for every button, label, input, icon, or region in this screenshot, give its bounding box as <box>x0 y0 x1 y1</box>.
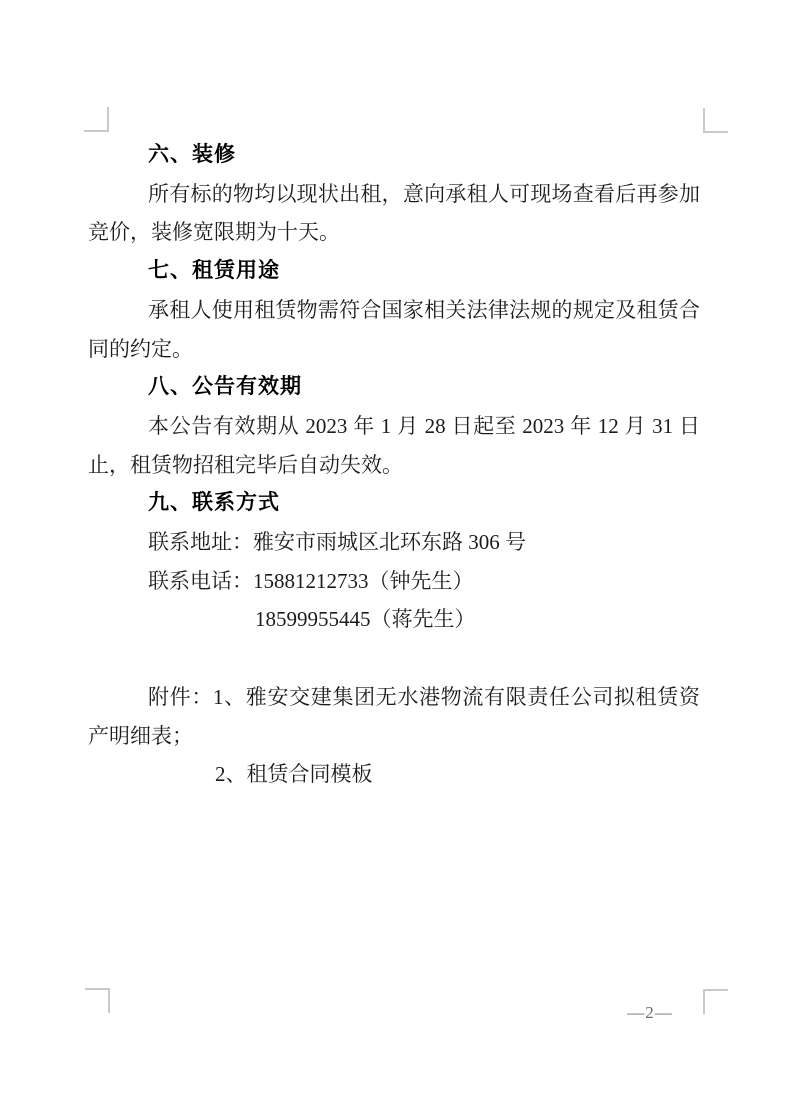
blank-line <box>88 639 700 678</box>
contact-phone-line-2: 18599955445（蒋先生） <box>255 607 476 632</box>
paragraph-line: 竞价，装修宽限期为十天。 <box>88 220 340 245</box>
attachment-line-2: 2、租赁合同模板 <box>215 762 373 787</box>
crop-mark-top-right-icon <box>703 108 728 133</box>
paragraph-line: 止，租赁物招租完毕后自动失效。 <box>88 452 403 477</box>
paragraph-line: 承租人使用租赁物需符合国家相关法律法规的规定及租赁合 <box>148 297 700 322</box>
page-number: —2— <box>627 1003 673 1022</box>
document-body <box>88 136 700 794</box>
heading-contact-info: 九、联系方式 <box>148 491 280 515</box>
crop-mark-bottom-right-icon <box>703 989 728 1014</box>
attachment-line-1-cont: 产明细表； <box>88 723 193 748</box>
crop-mark-bottom-left-icon <box>85 988 110 1013</box>
attachment-line-1: 附件：1、雅安交建集团无水港物流有限责任公司拟租赁资 <box>148 684 700 709</box>
contact-address-line: 联系地址：雅安市雨城区北环东路 306 号 <box>148 530 526 555</box>
paragraph-line: 本公告有效期从 2023 年 1 月 28 日起至 2023 年 12 月 31 日 <box>148 413 700 438</box>
contact-phone-line-1: 联系电话：15881212733（钟先生） <box>148 568 474 593</box>
heading-validity-period: 八、公告有效期 <box>148 375 302 399</box>
paragraph-line: 所有标的物均以现状出租，意向承租人可现场查看后再参加 <box>148 181 700 206</box>
heading-rental-use: 七、租赁用途 <box>148 259 280 283</box>
heading-decoration: 六、装修 <box>148 143 236 166</box>
paragraph-line: 同的约定。 <box>88 336 193 361</box>
crop-mark-top-left-icon <box>84 107 109 132</box>
